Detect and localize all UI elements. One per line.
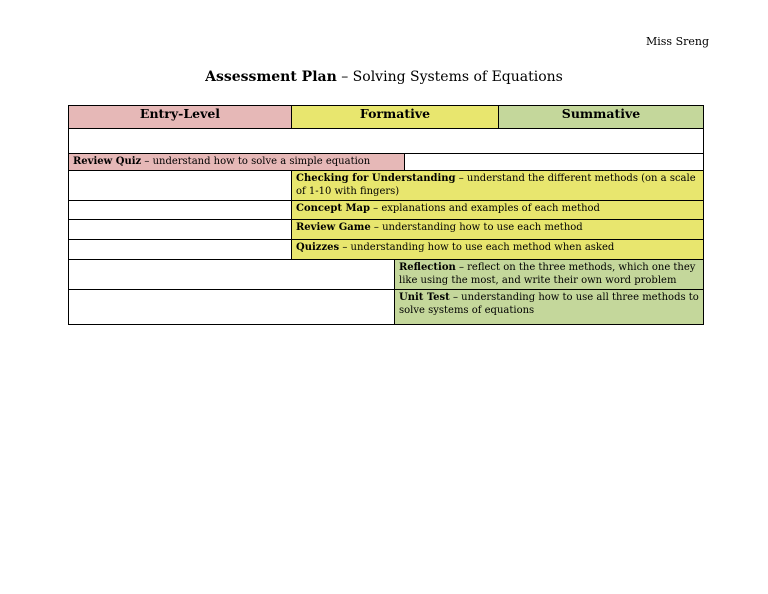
empty-cell	[68, 170, 292, 201]
quizzes-cell	[291, 239, 704, 260]
reflection-desc: – reflect on the three methods, which one they like using the most, and write their own word problem	[399, 262, 696, 286]
unit-test-term: Unit Test	[399, 292, 450, 303]
checking-desc: – understand the different methods (on a scale of 1-10 with fingers)	[296, 173, 696, 197]
reflection-cell	[394, 259, 704, 290]
unit-test-cell	[394, 289, 704, 325]
empty-cell	[404, 153, 704, 171]
review-game-term: Review Game	[296, 222, 371, 233]
assessment-table	[68, 105, 704, 325]
page-title	[0, 69, 768, 85]
concept-map-desc: – explanations and examples of each method	[373, 203, 600, 214]
title-bold: Assessment Plan	[205, 69, 337, 85]
empty-cell	[68, 289, 395, 325]
header-entry-level: Entry-Level	[68, 105, 292, 129]
unit-test-desc: – understanding how to use all three methods to solve systems of equations	[399, 292, 699, 316]
author-name: Miss Sreng	[646, 35, 709, 48]
empty-cell	[68, 259, 395, 290]
empty-cell	[68, 200, 292, 220]
quizzes-desc: – understanding how to use each method when asked	[342, 242, 615, 253]
checking-term: Checking for Understanding	[296, 173, 456, 184]
review-game-cell	[291, 219, 704, 240]
concept-map-term: Concept Map	[296, 203, 370, 214]
empty-cell	[68, 239, 292, 260]
header-formative: Formative	[291, 105, 499, 129]
header-summative: Summative	[498, 105, 704, 129]
empty-row	[68, 128, 704, 154]
review-quiz-desc: – understand how to solve a simple equation	[144, 156, 371, 167]
review-game-desc: – understanding how to use each method	[373, 222, 583, 233]
title-rest: – Solving Systems of Equations	[341, 69, 563, 85]
review-quiz-cell	[68, 153, 405, 171]
review-quiz-term: Review Quiz	[73, 156, 142, 167]
concept-map-cell	[291, 200, 704, 220]
empty-cell	[68, 219, 292, 240]
checking-understanding-cell	[291, 170, 704, 201]
reflection-term: Reflection	[399, 262, 456, 273]
quizzes-term: Quizzes	[296, 242, 340, 253]
